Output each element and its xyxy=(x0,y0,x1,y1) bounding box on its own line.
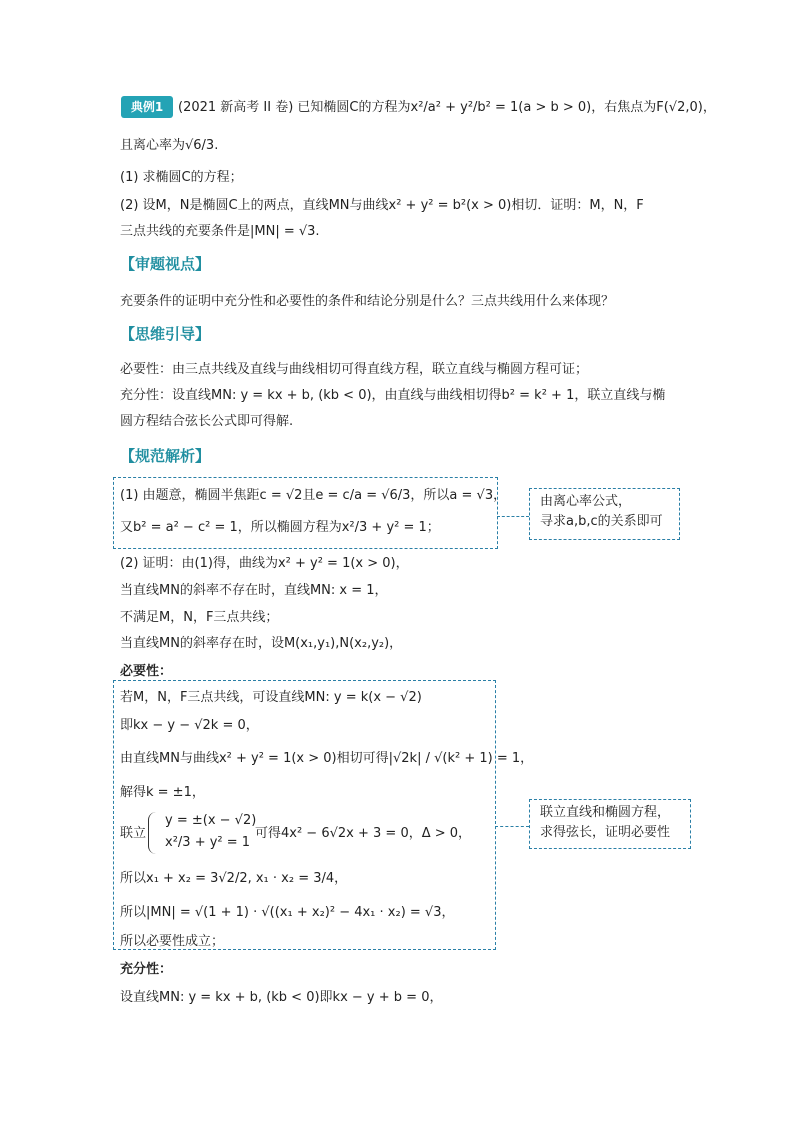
note-2-line-1: 联立直线和椭圆方程， xyxy=(540,805,671,820)
necessity-label: 必要性： xyxy=(120,664,173,679)
note-2-line-2: 求得弦长，证明必要性 xyxy=(540,825,671,840)
solution-part1-line-2: 又b² = a² − c² = 1，所以椭圆方程为x²/3 + y² = 1； xyxy=(120,520,440,535)
question-2-line-2: 三点共线的充要条件是|MN| = √3. xyxy=(120,224,320,239)
necessity-line-1: 若M，N，F三点共线，可设直线MN: y = k(x − √2) xyxy=(120,690,422,705)
note1-connector xyxy=(497,516,529,517)
necessity-line-8: 所以必要性成立； xyxy=(120,934,225,949)
guide-heading: 【思维引导】 xyxy=(120,325,211,343)
sufficiency-line-1: 设直线MN: y = kx + b, (kb < 0)即kx − y + b = 0， xyxy=(120,990,443,1005)
system-equation-1: y = ±(x − √2) xyxy=(165,813,257,828)
necessity-line-2: 即kx − y − √2k = 0， xyxy=(120,718,259,733)
system-prefix: 联立 xyxy=(120,826,147,841)
guide-line-2: 充分性：设直线MN: y = kx + b, (kb < 0)，由直线与曲线相切得b² = k² + 1，联立直线与椭 xyxy=(120,388,666,403)
necessity-line-4: 解得k = ±1， xyxy=(120,785,205,800)
question-1: (1) 求椭圆C的方程； xyxy=(120,170,243,185)
necessity-line-6: 所以x₁ + x₂ = 3√2/2, x₁ · x₂ = 3/4， xyxy=(120,871,348,886)
solution-part2-line-1: (2) 证明：由(1)得，曲线为x² + y² = 1(x > 0)， xyxy=(120,556,409,571)
note-1-line-2: 寻求a,b,c的关系即可 xyxy=(540,514,663,529)
solution-part2-line-2: 当直线MN的斜率不存在时，直线MN: x = 1， xyxy=(120,583,388,598)
necessity-line-7: 所以|MN| = √(1 + 1) · √((x₁ + x₂)² − 4x₁ · x₂) = √3， xyxy=(120,905,455,920)
system-result: 可得4x² − 6√2x + 3 = 0，Δ > 0， xyxy=(255,826,472,841)
solution-part2-line-4: 当直线MN的斜率存在时，设M(x₁,y₁),N(x₂,y₂)， xyxy=(120,636,403,651)
review-text: 充要条件的证明中充分性和必要性的条件和结论分别是什么？三点共线用什么来体现？ xyxy=(120,294,615,309)
system-brace xyxy=(148,812,157,854)
note2-connector xyxy=(495,826,529,827)
example-tag: 典例1 xyxy=(121,96,173,118)
solution-part2-line-3: 不满足M，N，F三点共线； xyxy=(120,610,279,625)
question-2-line-1: (2) 设M，N是椭圆C上的两点，直线MN与曲线x² + y² = b²(x > 0)相切．证明：M，N，F xyxy=(120,198,644,213)
note-2 xyxy=(529,799,691,849)
solution-heading: 【规范解析】 xyxy=(120,447,211,465)
solution-part1-line-1: (1) 由题意，椭圆半焦距c = √2且e = c/a = √6/3，所以a = √3， xyxy=(120,488,507,503)
system-equation-2: x²/3 + y² = 1 xyxy=(165,835,251,850)
review-heading: 【审题视点】 xyxy=(120,255,211,273)
guide-line-1: 必要性：由三点共线及直线与曲线相切可得直线方程，联立直线与椭圆方程可证； xyxy=(120,362,589,377)
necessity-line-3: 由直线MN与曲线x² + y² = 1(x > 0)相切可得|√2k| / √(k² + 1) = 1， xyxy=(120,751,534,766)
example-statement-line-2: 且离心率为√6/3. xyxy=(120,138,219,153)
sufficiency-label: 充分性： xyxy=(120,962,173,977)
note-1-line-1: 由离心率公式， xyxy=(540,494,632,509)
note-1 xyxy=(529,488,680,540)
example-statement-line-1: (2021 新高考 II 卷) 已知椭圆C的方程为x²/a² + y²/b² = 1(a > b > 0)，右焦点为F(√2,0)， xyxy=(178,100,716,115)
guide-line-3: 圆方程结合弦长公式即可得解. xyxy=(120,414,294,429)
